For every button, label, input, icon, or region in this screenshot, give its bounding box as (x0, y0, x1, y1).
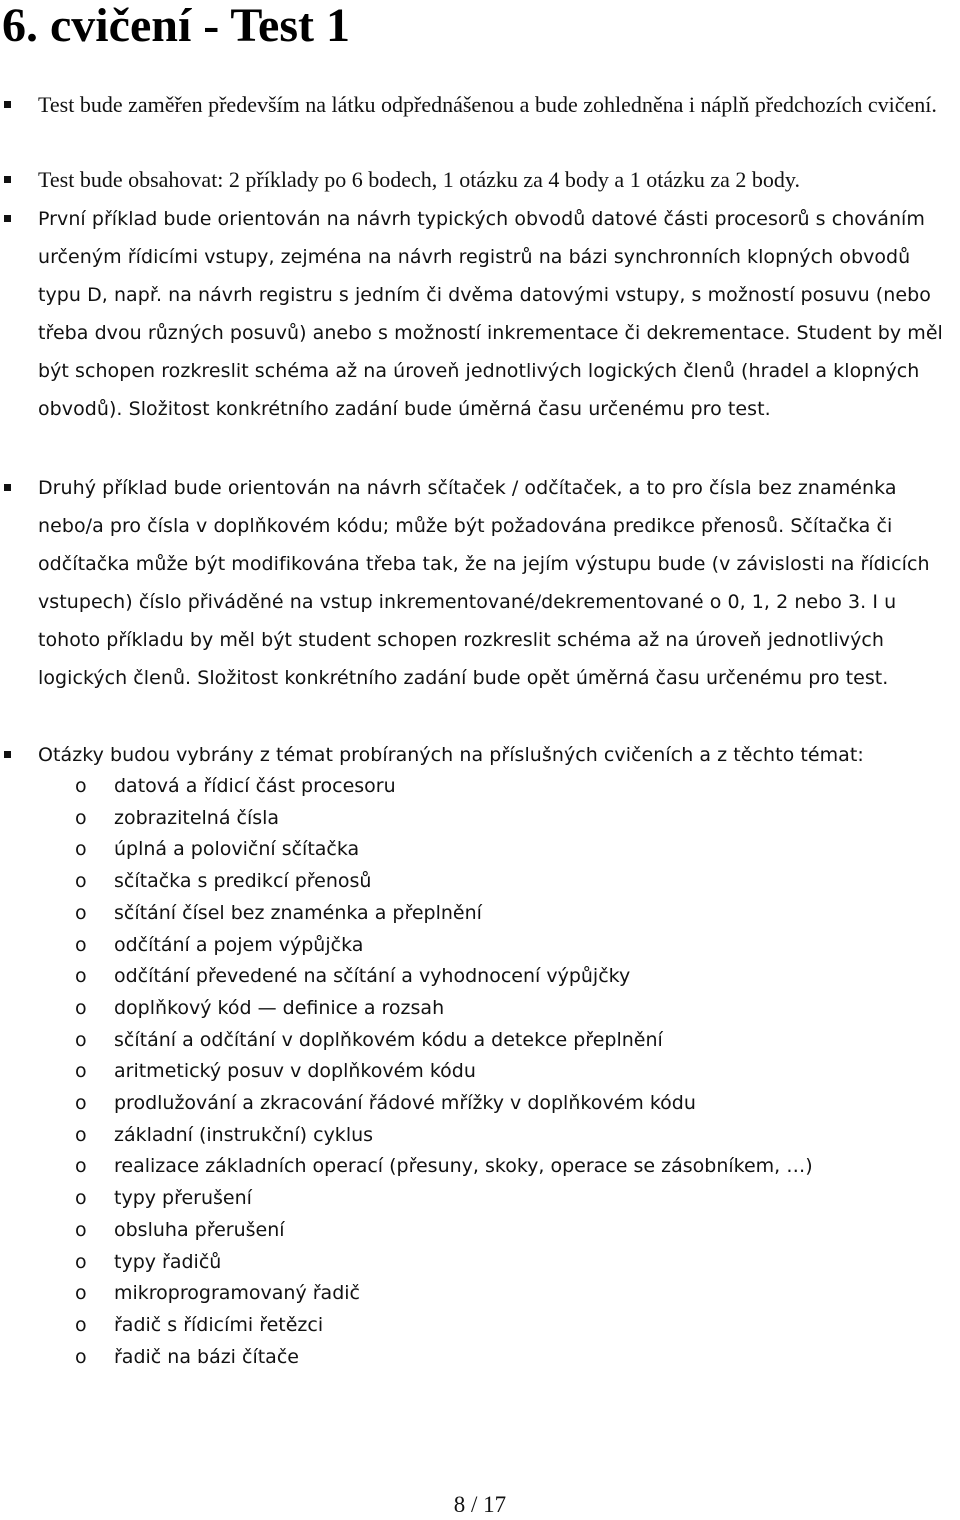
list-marker: o (75, 901, 87, 924)
list-item: o řadič na bázi čítače (0, 1341, 960, 1373)
bullet-marker (4, 215, 11, 222)
bullet-marker (4, 176, 11, 183)
page-number: 8 / 17 (453, 1492, 507, 1517)
bullet-marker (4, 751, 11, 758)
list-marker: o (75, 1282, 87, 1305)
list-item: o sčítačka s predikcí přenosů (0, 865, 960, 897)
list-item: o odčítání převedené na sčítání a vyhodnocení výpůjčky (0, 960, 960, 992)
list-marker: o (75, 1313, 87, 1336)
list-item: o doplňkový kód — definice a rozsah (0, 992, 960, 1024)
list-item: o odčítání a pojem výpůjčka (0, 929, 960, 961)
bullet-item-4: Druhý příklad bude orientován na návrh sčítaček / odčítaček, a to pro čísla bez znaménka nebo/a pro čísla v doplňkovém kódu; může být požadována predikce přenosů. Sčítačka či odčítačka může být modifikována třeba tak, že na jejím výstupu bude (v závislosti na řídicích vstupech) číslo přiváděné na vstup inkrementované/dekrementované o 0, 1, 2 nebo 3. I u tohoto příkladu by měl být student schopen rozkreslit schéma až na úroveň jednotlivých logických členů. Složitost konkrétního zadání bude opět úměrná času určenému pro test. (38, 477, 930, 689)
list-item: o úplná a poloviční sčítačka (0, 833, 960, 865)
list-marker: o (75, 1250, 87, 1273)
bullet-item-1: Test bude zaměřen především na látku odpřednášenou a bude zohledněna i náplň předchozích cvičení. (38, 92, 937, 117)
list-marker: o (75, 1187, 87, 1210)
list-marker: o (75, 775, 87, 797)
bullet-item-2: Test bude obsahovat: 2 příklady po 6 bodech, 1 otázku za 4 body a 1 otázku za 2 body. (38, 167, 800, 192)
list-item: o obsluha přerušení (0, 1214, 960, 1246)
bullet-item-3: První příklad bude orientován na návrh typických obvodů datové části procesorů s chováním určeným řídicími vstupy, zejména na návrh registrů na bázi synchronních klopných obvodů typu D, např. na návrh registru s jedním či dvěma datovými vstupy, s možností posuvu (nebo třeba dvou různých posuvů) anebo s možností inkrementace či dekrementace. Student by měl být schopen rozkreslit schéma až na úroveň jednotlivých logických členů (hradel a klopných obvodů). Složitost konkrétního zadání bude úměrná času určenému pro test. (38, 208, 943, 420)
list-marker: o (75, 1218, 87, 1241)
list-item: o řadič s řídicími řetězci (0, 1309, 960, 1341)
page-title: 6. cvičení - Test 1 (2, 0, 350, 52)
bullet-marker (4, 101, 11, 108)
list-marker: o (75, 1155, 87, 1178)
list-marker: o (75, 838, 87, 861)
bullet-item-5: Otázky budou vybrány z témat probíraných na příslušných cvičeních a z těchto témat: (38, 744, 864, 766)
list-item: o základní (instrukční) cyklus (0, 1119, 960, 1151)
list-marker: o (75, 870, 87, 893)
list-item: o typy přerušení (0, 1182, 960, 1214)
list-item: o zobrazitelná čísla (0, 802, 960, 834)
list-item: o realizace základních operací (přesuny, skoky, operace se zásobníkem, …) (0, 1150, 960, 1182)
list-marker: o (75, 1092, 87, 1114)
bullet-marker (4, 484, 11, 491)
list-marker: o (75, 1028, 87, 1051)
list-item: o datová a řídicí část procesoru (0, 770, 960, 802)
list-marker: o (75, 996, 87, 1019)
list-item: o sčítání čísel bez znaménka a přeplnění (0, 897, 960, 929)
list-marker: o (75, 965, 87, 988)
list-marker: o (75, 1060, 87, 1083)
list-item: o prodlužování a zkracování řádové mřížky v doplňkovém kódu (0, 1087, 960, 1119)
list-marker: o (75, 933, 87, 956)
list-item: o aritmetický posuv v doplňkovém kódu (0, 1055, 960, 1087)
list-item: o typy řadičů (0, 1246, 960, 1278)
list-marker: o (75, 806, 87, 829)
list-marker: o (75, 1123, 87, 1146)
list-item: o mikroprogramovaný řadič (0, 1277, 960, 1309)
list-marker: o (75, 1345, 87, 1368)
list-item: o sčítání a odčítání v doplňkovém kódu a detekce přeplnění (0, 1024, 960, 1056)
